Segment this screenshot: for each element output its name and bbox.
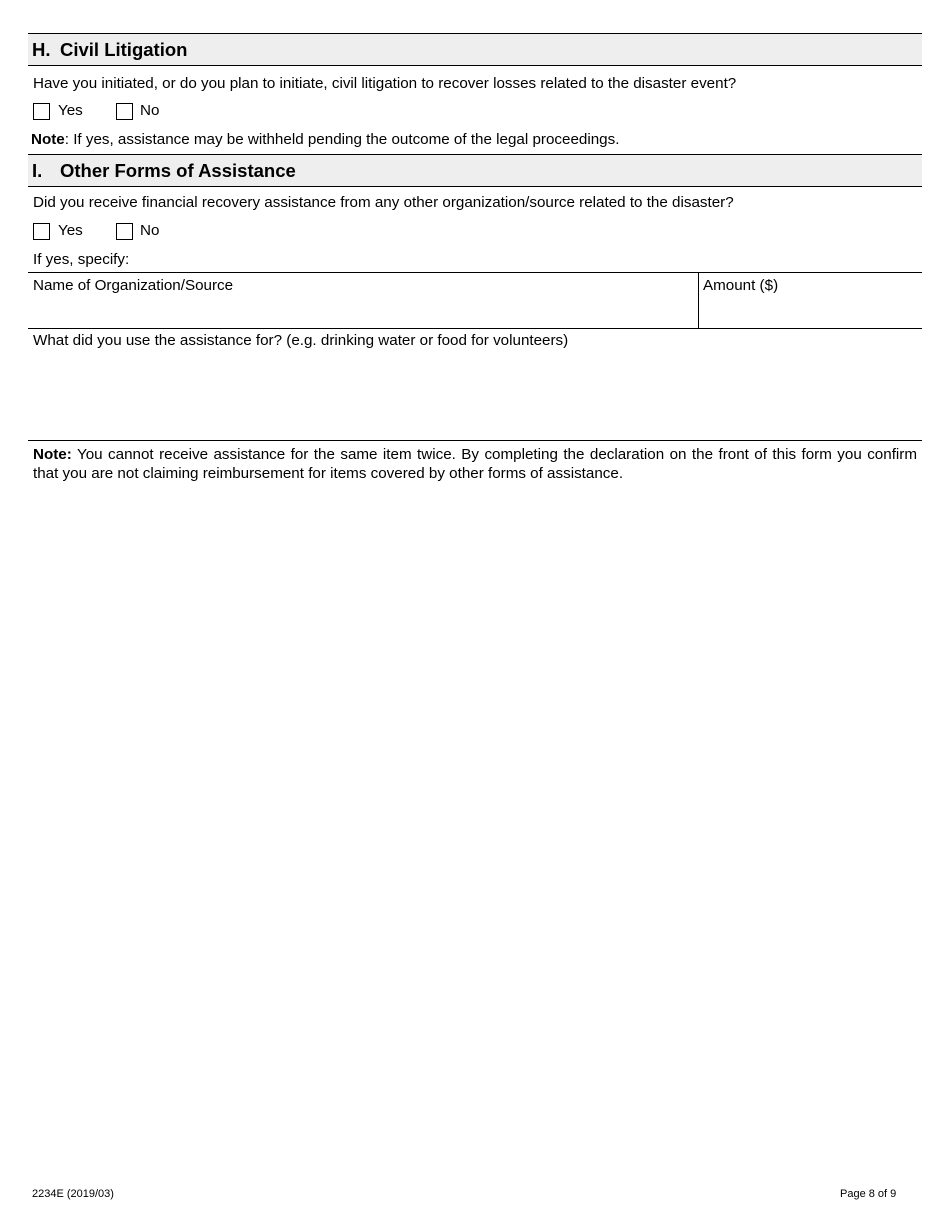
if-yes-specify: If yes, specify: xyxy=(33,251,130,268)
table-top-border xyxy=(28,272,922,273)
assistance-no-label: No xyxy=(140,222,160,239)
table-bottom-border xyxy=(28,328,922,329)
page-number: Page 8 of 9 xyxy=(840,1188,897,1200)
duplicate-assistance-note xyxy=(33,445,917,483)
assistance-use-field[interactable] xyxy=(30,352,919,438)
assistance-no-checkbox[interactable] xyxy=(116,223,133,240)
assistance-yes-checkbox[interactable] xyxy=(33,223,50,240)
section-i-header xyxy=(28,154,922,187)
assistance-use-label: What did you use the assistance for? (e.g. drinking water or food for volunteers) xyxy=(33,332,569,349)
use-field-bottom-border xyxy=(28,440,922,441)
litigation-note xyxy=(31,130,619,149)
litigation-yes-label: Yes xyxy=(58,102,83,119)
section-i-letter: I. xyxy=(32,160,43,181)
section-h-header xyxy=(28,33,922,66)
litigation-note-bold: Note xyxy=(31,131,65,148)
duplicate-note-text: You cannot receive assistance for the same item twice. By completing the declaration on the front of this form you confirm that you are not claiming reimbursement for items covered by other forms of assistance. xyxy=(33,446,917,482)
litigation-note-text: : If yes, assistance may be withheld pending the outcome of the legal proceedings. xyxy=(64,131,620,148)
section-h-title: Civil Litigation xyxy=(60,39,188,60)
litigation-question: Have you initiated, or do you plan to initiate, civil litigation to recover losses related to the disaster event? xyxy=(33,75,737,92)
form-id: 2234E (2019/03) xyxy=(32,1188,114,1200)
org-name-label: Name of Organization/Source xyxy=(33,277,234,294)
litigation-yes-checkbox[interactable] xyxy=(33,103,50,120)
amount-label: Amount ($) xyxy=(703,277,779,294)
assistance-question: Did you receive financial recovery assistance from any other organization/source related to the disaster? xyxy=(33,194,734,211)
org-name-field[interactable] xyxy=(30,296,694,326)
assistance-yes-label: Yes xyxy=(58,222,83,239)
amount-field[interactable] xyxy=(701,296,919,326)
section-i-title: Other Forms of Assistance xyxy=(60,160,296,181)
table-column-divider xyxy=(698,273,699,328)
section-h-letter: H. xyxy=(32,39,51,60)
litigation-no-label: No xyxy=(140,102,160,119)
litigation-no-checkbox[interactable] xyxy=(116,103,133,120)
duplicate-note-bold: Note: xyxy=(33,446,72,463)
